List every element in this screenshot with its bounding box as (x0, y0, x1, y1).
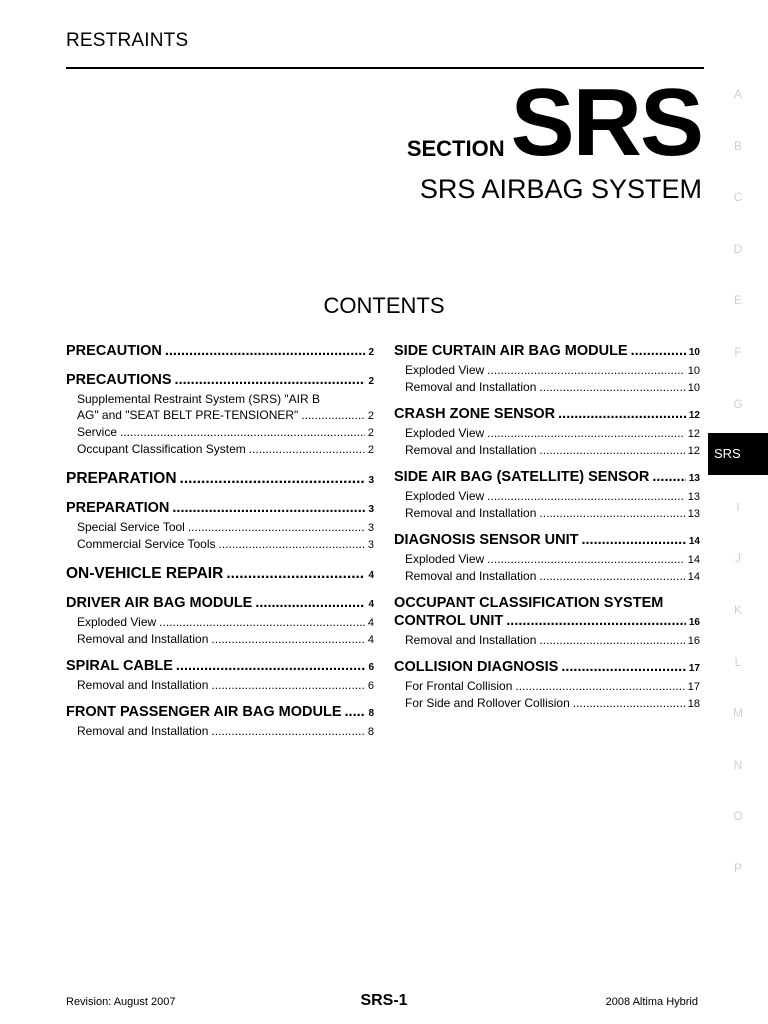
toc-page-number: 13 (687, 508, 700, 520)
section-heading (406, 69, 702, 176)
toc-entry-title: Exploded View (405, 363, 485, 377)
section-tab-k[interactable]: K (733, 603, 742, 617)
toc-leader-dots (165, 342, 366, 360)
toc-entry-title: DRIVER AIR BAG MODULE (66, 595, 253, 611)
toc-leader-dots (487, 488, 685, 504)
toc-subsection-entry[interactable] (394, 379, 700, 396)
section-tab-b[interactable]: B (733, 138, 742, 153)
toc-entry-title: Removal and Installation (405, 443, 537, 457)
toc-subsection-entry[interactable] (394, 362, 700, 379)
toc-leader-dots (255, 594, 365, 612)
toc-section-entry[interactable] (394, 612, 700, 632)
toc-page-number: 3 (367, 539, 374, 551)
toc-section-entry[interactable] (66, 657, 374, 677)
toc-entry-title: COLLISION DIAGNOSIS (394, 659, 559, 675)
toc-page-number: 4 (367, 617, 374, 629)
toc-page-number: 4 (368, 599, 374, 610)
toc-page-number: 10 (688, 347, 700, 358)
toc-leader-dots (506, 612, 686, 630)
toc-page-number: 2 (368, 376, 374, 387)
toc-leader-dots (487, 362, 685, 378)
section-tab-i[interactable]: I (736, 499, 740, 514)
toc-section-entry[interactable] (66, 594, 374, 614)
toc-section-entry[interactable] (394, 658, 700, 678)
toc-leader-dots (211, 631, 364, 647)
toc-leader-dots (211, 677, 364, 693)
toc-page-number: 13 (687, 491, 700, 503)
toc-subsection-entry[interactable] (394, 695, 700, 712)
toc-page-number: 3 (368, 504, 374, 515)
toc-page-number: 10 (687, 382, 700, 394)
toc-entry-title: CRASH ZONE SENSOR (394, 406, 556, 422)
toc-page-number: 8 (367, 726, 374, 738)
toc-entry-title: Occupant Classification System (77, 442, 246, 456)
toc-entry-title: PREPARATION (66, 500, 170, 516)
toc-entry-title: PRECAUTION (66, 343, 162, 359)
toc-section-entry[interactable] (66, 342, 374, 362)
toc-subsection-entry-line[interactable]: Supplemental Restraint System (SRS) "AIR B (77, 392, 321, 406)
toc-leader-dots (188, 519, 365, 535)
toc-section-entry[interactable] (394, 531, 700, 551)
toc-entry-title: DIAGNOSIS SENSOR UNIT (394, 532, 579, 548)
toc-leader-dots (176, 657, 366, 675)
toc-page-number: 18 (687, 698, 700, 710)
toc-leader-dots (558, 405, 686, 423)
toc-leader-dots (539, 568, 684, 584)
toc-subsection-entry[interactable] (66, 536, 374, 553)
section-tab-j[interactable]: J (735, 551, 741, 566)
toc-page-number: 3 (368, 475, 374, 486)
toc-leader-dots (561, 658, 686, 676)
section-word: SECTION (406, 136, 505, 161)
section-tab-p[interactable]: P (733, 861, 742, 875)
section-tab-c[interactable]: C (733, 190, 743, 205)
toc-entry-title: Removal and Installation (405, 380, 537, 394)
toc-entry-title: CONTROL UNIT (394, 613, 504, 629)
toc-leader-dots (249, 441, 365, 457)
toc-group-entry[interactable] (66, 565, 374, 585)
contents-title: CONTENTS (323, 293, 445, 318)
toc-page-number: 6 (368, 662, 374, 673)
toc-page-number: 17 (687, 681, 700, 693)
footer-model: 2008 Altima Hybrid (605, 996, 698, 1008)
toc-leader-dots (172, 499, 365, 517)
toc-entry-title: For Frontal Collision (405, 679, 513, 693)
toc-leader-dots (301, 407, 365, 423)
toc-leader-dots (582, 531, 686, 549)
toc-page-number: 2 (367, 444, 374, 456)
toc-page-number: 12 (687, 445, 700, 457)
toc-page-number: 14 (688, 536, 700, 547)
toc-right-column (394, 342, 700, 712)
toc-leader-dots (539, 442, 684, 458)
section-tab-f[interactable]: F (734, 345, 742, 359)
toc-entry-title: Removal and Installation (77, 678, 209, 692)
toc-entry-title: Exploded View (405, 426, 485, 440)
toc-leader-dots (515, 678, 684, 694)
toc-page-number: 2 (368, 347, 374, 358)
toc-entry-title: Exploded View (405, 489, 485, 503)
toc-leader-dots (226, 565, 365, 583)
section-tab-l[interactable]: L (734, 654, 742, 669)
toc-subsection-entry[interactable] (394, 505, 700, 522)
toc-subsection-entry[interactable] (66, 441, 374, 458)
toc-section-entry[interactable] (66, 703, 374, 723)
toc-leader-dots (539, 379, 684, 395)
section-tab-a[interactable]: A (733, 87, 742, 101)
toc-leader-dots (211, 723, 364, 739)
toc-subsection-entry[interactable] (394, 678, 700, 695)
toc-entry-title: SIDE AIR BAG (SATELLITE) SENSOR (394, 469, 650, 485)
toc-page-number: 3 (367, 522, 374, 534)
toc-entry-title: SPIRAL CABLE (66, 658, 173, 674)
toc-subsection-entry[interactable] (394, 568, 700, 585)
toc-entry-title: Removal and Installation (405, 506, 537, 520)
toc-section-entry[interactable] (66, 371, 374, 391)
toc-entry-title: Removal and Installation (405, 633, 537, 647)
toc-leader-dots (573, 695, 685, 711)
toc-entry-title: FRONT PASSENGER AIR BAG MODULE (66, 704, 342, 720)
section-tab-srs[interactable]: SRS (708, 433, 768, 475)
toc-entry-title: Removal and Installation (405, 569, 537, 583)
toc-left-column (66, 342, 374, 740)
toc-subsection-entry[interactable] (394, 488, 700, 505)
toc-leader-dots (180, 470, 366, 488)
footer-revision: Revision: August 2007 (66, 996, 176, 1008)
toc-page-number: 6 (367, 680, 374, 692)
toc-leader-dots (120, 424, 365, 440)
toc-leader-dots (652, 468, 686, 486)
section-code: SRS (510, 69, 702, 176)
toc-leader-dots (539, 505, 684, 521)
toc-subsection-entry[interactable] (66, 424, 374, 441)
toc-entry-title: Commercial Service Tools (77, 537, 216, 551)
section-tab-o[interactable]: O (733, 809, 743, 824)
toc-entry-title: Removal and Installation (77, 724, 209, 738)
toc-leader-dots (487, 425, 685, 441)
toc-leader-dots (539, 632, 684, 648)
toc-page-number: 13 (688, 473, 700, 484)
toc-page-number: 14 (687, 571, 700, 583)
toc-entry-title: SIDE CURTAIN AIR BAG MODULE (394, 343, 628, 359)
toc-entry-title: Removal and Installation (77, 632, 209, 646)
section-header-label: RESTRAINTS (66, 30, 189, 51)
toc-page-number: 16 (688, 617, 700, 628)
toc-page-number: 4 (367, 634, 374, 646)
section-tab-m[interactable]: M (733, 706, 743, 721)
toc-page-number: 2 (367, 410, 374, 422)
toc-page-number: 10 (687, 365, 700, 377)
toc-page-number: 16 (687, 635, 700, 647)
toc-entry-title: Exploded View (77, 615, 157, 629)
toc-subsection-entry[interactable] (394, 632, 700, 649)
toc-page-number: 8 (368, 708, 374, 719)
toc-subsection-entry[interactable] (66, 677, 374, 694)
toc-subsection-entry[interactable] (66, 631, 374, 648)
toc-subsection-entry[interactable] (66, 407, 374, 424)
toc-section-entry[interactable] (394, 468, 700, 488)
toc-page-number: 17 (688, 663, 700, 674)
section-title: SRS AIRBAG SYSTEM (419, 174, 702, 204)
toc-entry-title: Exploded View (405, 552, 485, 566)
toc-section-entry[interactable] (394, 342, 700, 362)
toc-page-number: 4 (368, 570, 374, 581)
toc-entry-title: PRECAUTIONS (66, 372, 172, 388)
toc-leader-dots (159, 614, 365, 630)
toc-subsection-entry[interactable] (394, 425, 700, 442)
toc-leader-dots (345, 703, 366, 721)
toc-subsection-entry[interactable] (66, 519, 374, 536)
toc-entry-title: PREPARATION (66, 470, 177, 487)
toc-page-number: 12 (687, 428, 700, 440)
toc-leader-dots (487, 551, 685, 567)
section-tab-g[interactable]: G (733, 396, 743, 411)
toc-subsection-entry[interactable] (394, 551, 700, 568)
toc-subsection-entry[interactable] (394, 442, 700, 459)
toc-entry-title: For Side and Rollover Collision (405, 696, 570, 710)
toc-leader-dots (175, 371, 366, 389)
toc-subsection-entry[interactable] (66, 723, 374, 740)
toc-section-entry[interactable] (66, 499, 374, 519)
section-tab-d[interactable]: D (733, 241, 743, 256)
section-tab-e[interactable]: E (733, 293, 742, 308)
toc-entry-title: AG" and "SEAT BELT PRE-TENSIONER" (77, 408, 299, 422)
toc-page-number: 12 (688, 410, 700, 421)
toc-leader-dots (219, 536, 365, 552)
footer-page-number: SRS-1 (360, 992, 408, 1009)
toc-group-entry[interactable] (66, 470, 374, 490)
toc-entry-title: Special Service Tool (77, 520, 185, 534)
toc-subsection-entry[interactable] (66, 614, 374, 631)
toc-entry-title: ON-VEHICLE REPAIR (66, 565, 224, 582)
section-tab-n[interactable]: N (733, 757, 743, 772)
toc-section-entry-line[interactable]: OCCUPANT CLASSIFICATION SYSTEM (394, 595, 664, 611)
toc-page-number: 14 (687, 554, 700, 566)
toc-section-entry[interactable] (394, 405, 700, 425)
toc-leader-dots (631, 342, 686, 360)
toc-page-number: 2 (367, 427, 374, 439)
toc-entry-title: Service (77, 425, 118, 439)
